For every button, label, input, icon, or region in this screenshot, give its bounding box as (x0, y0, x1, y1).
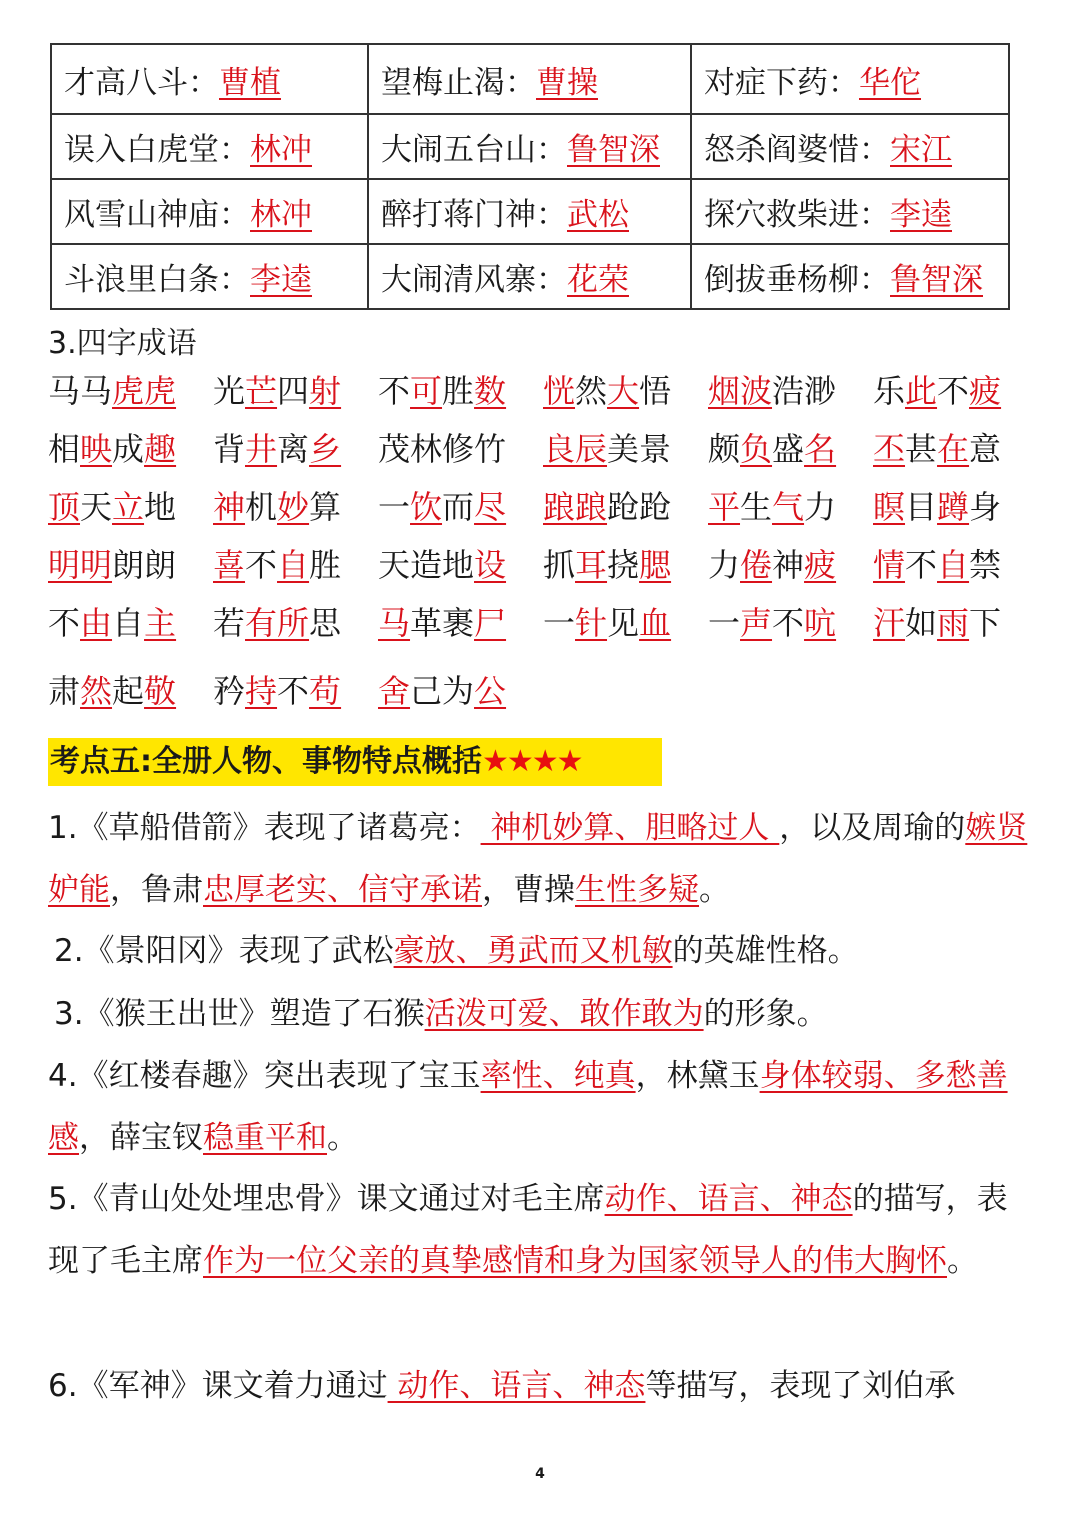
idiom-text: 不 (937, 372, 970, 410)
idiom-text: 肃 (48, 672, 81, 710)
table-row (51, 179, 1009, 244)
idiom-answer: 踉踉 (543, 488, 608, 526)
table-body (51, 44, 1009, 309)
cell-label: 才高八斗： (64, 64, 219, 101)
idiom-text: 茂林修竹 (378, 430, 507, 468)
cell-label: 醉打蒋门神： (381, 197, 567, 233)
cell-label: 探穴救柴进： (704, 197, 890, 233)
answer-text: 动作、语言、神态 (387, 1368, 646, 1404)
table-row (51, 44, 1009, 114)
cell-label: 大闹五台山： (381, 132, 567, 168)
idiom-text: 抓 (543, 546, 576, 584)
idiom-item (543, 536, 708, 594)
idiom-item (48, 594, 213, 652)
idiom-answer: 雨 (937, 604, 970, 642)
paragraph-text: ，林黛玉 (635, 1058, 760, 1094)
idiom-item (48, 662, 213, 720)
paragraph-text: 6.《军神》课文着力通过 (48, 1368, 388, 1404)
idiom-answer: 马 (378, 604, 411, 642)
idiom-text: 若 (213, 604, 246, 642)
page-number: 4 (535, 1466, 545, 1482)
idiom-text: 一 (378, 488, 411, 526)
idiom-text: 思 (309, 604, 342, 642)
cell-answer: 林冲 (250, 197, 312, 233)
idiom-text: 背 (213, 430, 246, 468)
idiom-answer: 饮 (410, 488, 443, 526)
idiom-item (873, 536, 1038, 594)
idiom-answer: 可 (410, 372, 443, 410)
idiom-answer: 井 (245, 430, 278, 468)
idiom-item (213, 662, 378, 720)
idiom-text: 乐 (873, 372, 906, 410)
table-cell (51, 114, 368, 179)
answer-text: 豪放、勇武而又机敏 (393, 933, 673, 969)
paragraph-text: ，曹操 (482, 872, 575, 908)
cell-answer: 李逵 (250, 262, 312, 298)
idiom-text: 机 (245, 488, 278, 526)
idiom-text: 起 (112, 672, 145, 710)
idiom-answer: 耳 (575, 546, 608, 584)
idiom-text: 胜 (309, 546, 342, 584)
idiom-item (213, 536, 378, 594)
idiom-answer: 喜 (213, 546, 246, 584)
idiom-answer: 腮 (639, 546, 672, 584)
idiom-answer: 立 (112, 488, 145, 526)
idiom-text: 下 (969, 604, 1002, 642)
idiom-text: 目 (905, 488, 938, 526)
cell-label: 怒杀阎婆惜： (704, 132, 890, 168)
idiom-answer: 然 (80, 672, 113, 710)
idiom-text: 不 (772, 604, 805, 642)
idiom-answer: 瞑 (873, 488, 906, 526)
idiom-item (543, 420, 708, 478)
idiom-answer: 丕 (873, 430, 906, 468)
idiom-answer: 气 (772, 488, 805, 526)
summary-paragraph (54, 983, 1039, 1045)
cell-label: 风雪山神庙： (64, 197, 250, 233)
idiom-text: 胜 (442, 372, 475, 410)
paragraph-text: 。 (947, 1243, 978, 1279)
idiom-answer: 尸 (474, 604, 507, 642)
cell-answer: 宋江 (890, 132, 952, 168)
idiom-text: 革裹 (410, 604, 475, 642)
table-cell (691, 44, 1009, 114)
table-cell (691, 114, 1009, 179)
idiom-item (378, 362, 543, 420)
idiom-text: 跄跄 (607, 488, 672, 526)
summary-paragraph (54, 920, 1039, 982)
idiom-text: 见 (607, 604, 640, 642)
idiom-answer: 主 (144, 604, 177, 642)
idiom-text: 自 (112, 604, 145, 642)
idiom-text: 马马 (48, 372, 113, 410)
table-row (51, 114, 1009, 179)
idiom-item (543, 594, 708, 652)
idiom-item (213, 478, 378, 536)
paragraph-text: 5.《青山处处埋忠骨》课文通过对毛主席 (48, 1181, 605, 1217)
idiom-answer: 倦 (740, 546, 773, 584)
paragraph-text: 3.《猴王出世》塑造了石猴 (54, 996, 425, 1032)
answer-text: 身体较弱、多愁善感 (48, 1058, 1008, 1156)
idiom-answer: 自 (277, 546, 310, 584)
idiom-grid (48, 362, 1038, 720)
paragraph-text: ，以及周瑜的 (779, 810, 966, 846)
table-cell (51, 179, 368, 244)
idiom-item (873, 420, 1038, 478)
idiom-text: 生 (740, 488, 773, 526)
idiom-text: 不 (277, 672, 310, 710)
summary-paragraph (48, 1045, 1033, 1169)
cell-answer: 曹植 (219, 64, 281, 101)
answer-text: 率性、纯真 (480, 1058, 636, 1094)
cell-answer: 花荣 (567, 262, 629, 298)
idiom-text: 算 (309, 488, 342, 526)
idiom-answer: 持 (245, 672, 278, 710)
idiom-item (378, 594, 543, 652)
idiom-item (213, 362, 378, 420)
idiom-answer: 自 (937, 546, 970, 584)
idiom-answer: 烟波 (708, 372, 773, 410)
cell-label: 斗浪里白条： (64, 262, 250, 298)
idiom-answer: 汗 (873, 604, 906, 642)
idiom-item (708, 536, 873, 594)
idiom-item (708, 420, 873, 478)
idiom-text: 颇 (708, 430, 741, 468)
cell-answer: 李逵 (890, 197, 952, 233)
idiom-text: 挠 (607, 546, 640, 584)
idiom-text: 美景 (607, 430, 672, 468)
answer-text: 活泼可爱、敢作敢为 (424, 996, 704, 1032)
idiom-item (48, 478, 213, 536)
summary-paragraph (48, 1355, 1033, 1417)
summary-paragraph (48, 797, 1033, 921)
idiom-answer: 蹲 (937, 488, 970, 526)
idiom-text: 身 (969, 488, 1002, 526)
section-heading-text: 考点五:全册人物、事物特点概括 (50, 744, 482, 779)
idiom-item (378, 536, 543, 594)
idiom-item (873, 594, 1038, 652)
idiom-answer: 敬 (144, 672, 177, 710)
idiom-answer: 针 (575, 604, 608, 642)
idiom-item (873, 362, 1038, 420)
table-cell (368, 114, 691, 179)
idioms-section-title: 3.四字成语 (48, 326, 197, 361)
table-cell (691, 179, 1009, 244)
idiom-text: 力 (804, 488, 837, 526)
paragraph-text: 的描写，表现了毛主席 (48, 1181, 1008, 1279)
idiom-answer: 声 (740, 604, 773, 642)
idiom-text: 地 (144, 488, 177, 526)
idiom-answer: 疲 (969, 372, 1002, 410)
table-row (51, 244, 1009, 309)
idiom-answer: 舍 (378, 672, 411, 710)
idiom-answer: 大 (607, 372, 640, 410)
idiom-answer: 有所 (245, 604, 310, 642)
idiom-answer: 顶 (48, 488, 81, 526)
paragraph-text: 1.《草船借箭》表现了诸葛亮： (48, 810, 481, 846)
idiom-text: 光 (213, 372, 246, 410)
idiom-text: 一 (543, 604, 576, 642)
table-cell (368, 44, 691, 114)
idiom-answer: 神 (213, 488, 246, 526)
idiom-answer: 名 (804, 430, 837, 468)
idiom-answer: 虎虎 (112, 372, 177, 410)
idiom-answer: 乡 (309, 430, 342, 468)
idiom-item (213, 594, 378, 652)
idiom-answer: 公 (474, 672, 507, 710)
paragraph-text: ，薛宝钗 (79, 1120, 203, 1156)
idiom-text: 不 (905, 546, 938, 584)
idiom-text: 力 (708, 546, 741, 584)
idiom-answer: 妙 (277, 488, 310, 526)
idiom-text: 成 (112, 430, 145, 468)
idiom-text: 朗朗 (112, 546, 177, 584)
idiom-text: 如 (905, 604, 938, 642)
paragraph-text: 4.《红楼春趣》突出表现了宝玉 (48, 1058, 481, 1094)
cell-label: 望梅止渴： (381, 64, 536, 101)
paragraph-text: ，鲁肃 (110, 872, 203, 908)
answer-text: 神机妙算、胆略过人 (480, 810, 780, 846)
idiom-answer: 情 (873, 546, 906, 584)
section-heading (48, 738, 662, 786)
idiom-text: 四 (277, 372, 310, 410)
idiom-item (708, 594, 873, 652)
idiom-item (873, 478, 1038, 536)
cell-answer: 华佗 (859, 64, 921, 101)
idiom-text: 而 (442, 488, 475, 526)
idiom-text: 盛 (772, 430, 805, 468)
answer-text: 嫉贤妒能 (48, 810, 1028, 908)
table-cell (691, 244, 1009, 309)
idiom-answer: 吭 (804, 604, 837, 642)
paragraph-text: 。 (327, 1120, 358, 1156)
star-rating-icon: ★★★★ (482, 744, 582, 779)
idiom-text: 意 (969, 430, 1002, 468)
idiom-answer: 负 (740, 430, 773, 468)
idiom-answer: 趣 (144, 430, 177, 468)
character-table (50, 43, 1010, 310)
answer-text: 稳重平和 (203, 1120, 327, 1156)
idiom-text: 禁 (969, 546, 1002, 584)
idiom-answer: 芒 (245, 372, 278, 410)
idiom-answer: 射 (309, 372, 342, 410)
cell-label: 误入白虎堂： (64, 132, 250, 168)
idiom-answer: 疲 (804, 546, 837, 584)
idiom-item (378, 662, 543, 720)
paragraph-text: 2.《景阳冈》表现了武松 (54, 933, 394, 969)
idiom-answer: 在 (937, 430, 970, 468)
cell-answer: 林冲 (250, 132, 312, 168)
idiom-text: 不 (48, 604, 81, 642)
paragraph-text: 的英雄性格。 (672, 933, 859, 969)
idiom-answer: 映 (80, 430, 113, 468)
cell-answer: 武松 (567, 197, 629, 233)
paragraph-text: 。 (699, 872, 730, 908)
idiom-text: 相 (48, 430, 81, 468)
idiom-text: 浩渺 (772, 372, 837, 410)
idiom-text: 甚 (905, 430, 938, 468)
idiom-item (708, 362, 873, 420)
idiom-text: 然 (575, 372, 608, 410)
idiom-text: 天 (80, 488, 113, 526)
idiom-answer: 血 (639, 604, 672, 642)
cell-answer: 曹操 (536, 64, 598, 101)
idiom-answer: 尽 (474, 488, 507, 526)
idiom-answer: 数 (474, 372, 507, 410)
idiom-text: 一 (708, 604, 741, 642)
answer-text: 作为一位父亲的真挚感情和身为国家领导人的伟大胸怀 (203, 1243, 947, 1279)
cell-label: 大闹清风寨： (381, 262, 567, 298)
idiom-answer: 平 (708, 488, 741, 526)
idiom-item (48, 420, 213, 478)
answer-text: 忠厚老实、信守承诺 (203, 872, 482, 908)
idiom-item (708, 478, 873, 536)
table-cell (368, 179, 691, 244)
idiom-text: 离 (277, 430, 310, 468)
paragraph-text: 的形象。 (703, 996, 828, 1032)
idiom-text: 矜 (213, 672, 246, 710)
idiom-text: 神 (772, 546, 805, 584)
idiom-item (543, 362, 708, 420)
idiom-item (543, 478, 708, 536)
summary-paragraph (48, 1168, 1033, 1292)
cell-answer: 鲁智深 (890, 262, 983, 298)
paragraph-text: 等描写，表现了刘伯承 (645, 1368, 956, 1404)
table-cell (51, 244, 368, 309)
idiom-item (378, 478, 543, 536)
idiom-answer: 良辰 (543, 430, 608, 468)
idiom-text: 不 (245, 546, 278, 584)
idiom-text: 悟 (639, 372, 672, 410)
idiom-item (378, 420, 543, 478)
table-cell (368, 244, 691, 309)
cell-answer: 鲁智深 (567, 132, 660, 168)
idiom-answer: 恍 (543, 372, 576, 410)
cell-label: 倒拔垂杨柳： (704, 262, 890, 298)
answer-text: 生性多疑 (575, 872, 699, 908)
idiom-text: 天造地 (378, 546, 475, 584)
idiom-item (48, 362, 213, 420)
idiom-text: 不 (378, 372, 411, 410)
idiom-answer: 明明 (48, 546, 113, 584)
idiom-answer: 由 (80, 604, 113, 642)
answer-text: 动作、语言、神态 (604, 1181, 853, 1217)
idiom-answer: 苟 (309, 672, 342, 710)
cell-label: 对症下药： (704, 64, 859, 101)
idiom-item (48, 536, 213, 594)
table-cell (51, 44, 368, 114)
idiom-item (213, 420, 378, 478)
idiom-text: 己为 (410, 672, 475, 710)
idiom-answer: 设 (474, 546, 507, 584)
idiom-answer: 此 (905, 372, 938, 410)
